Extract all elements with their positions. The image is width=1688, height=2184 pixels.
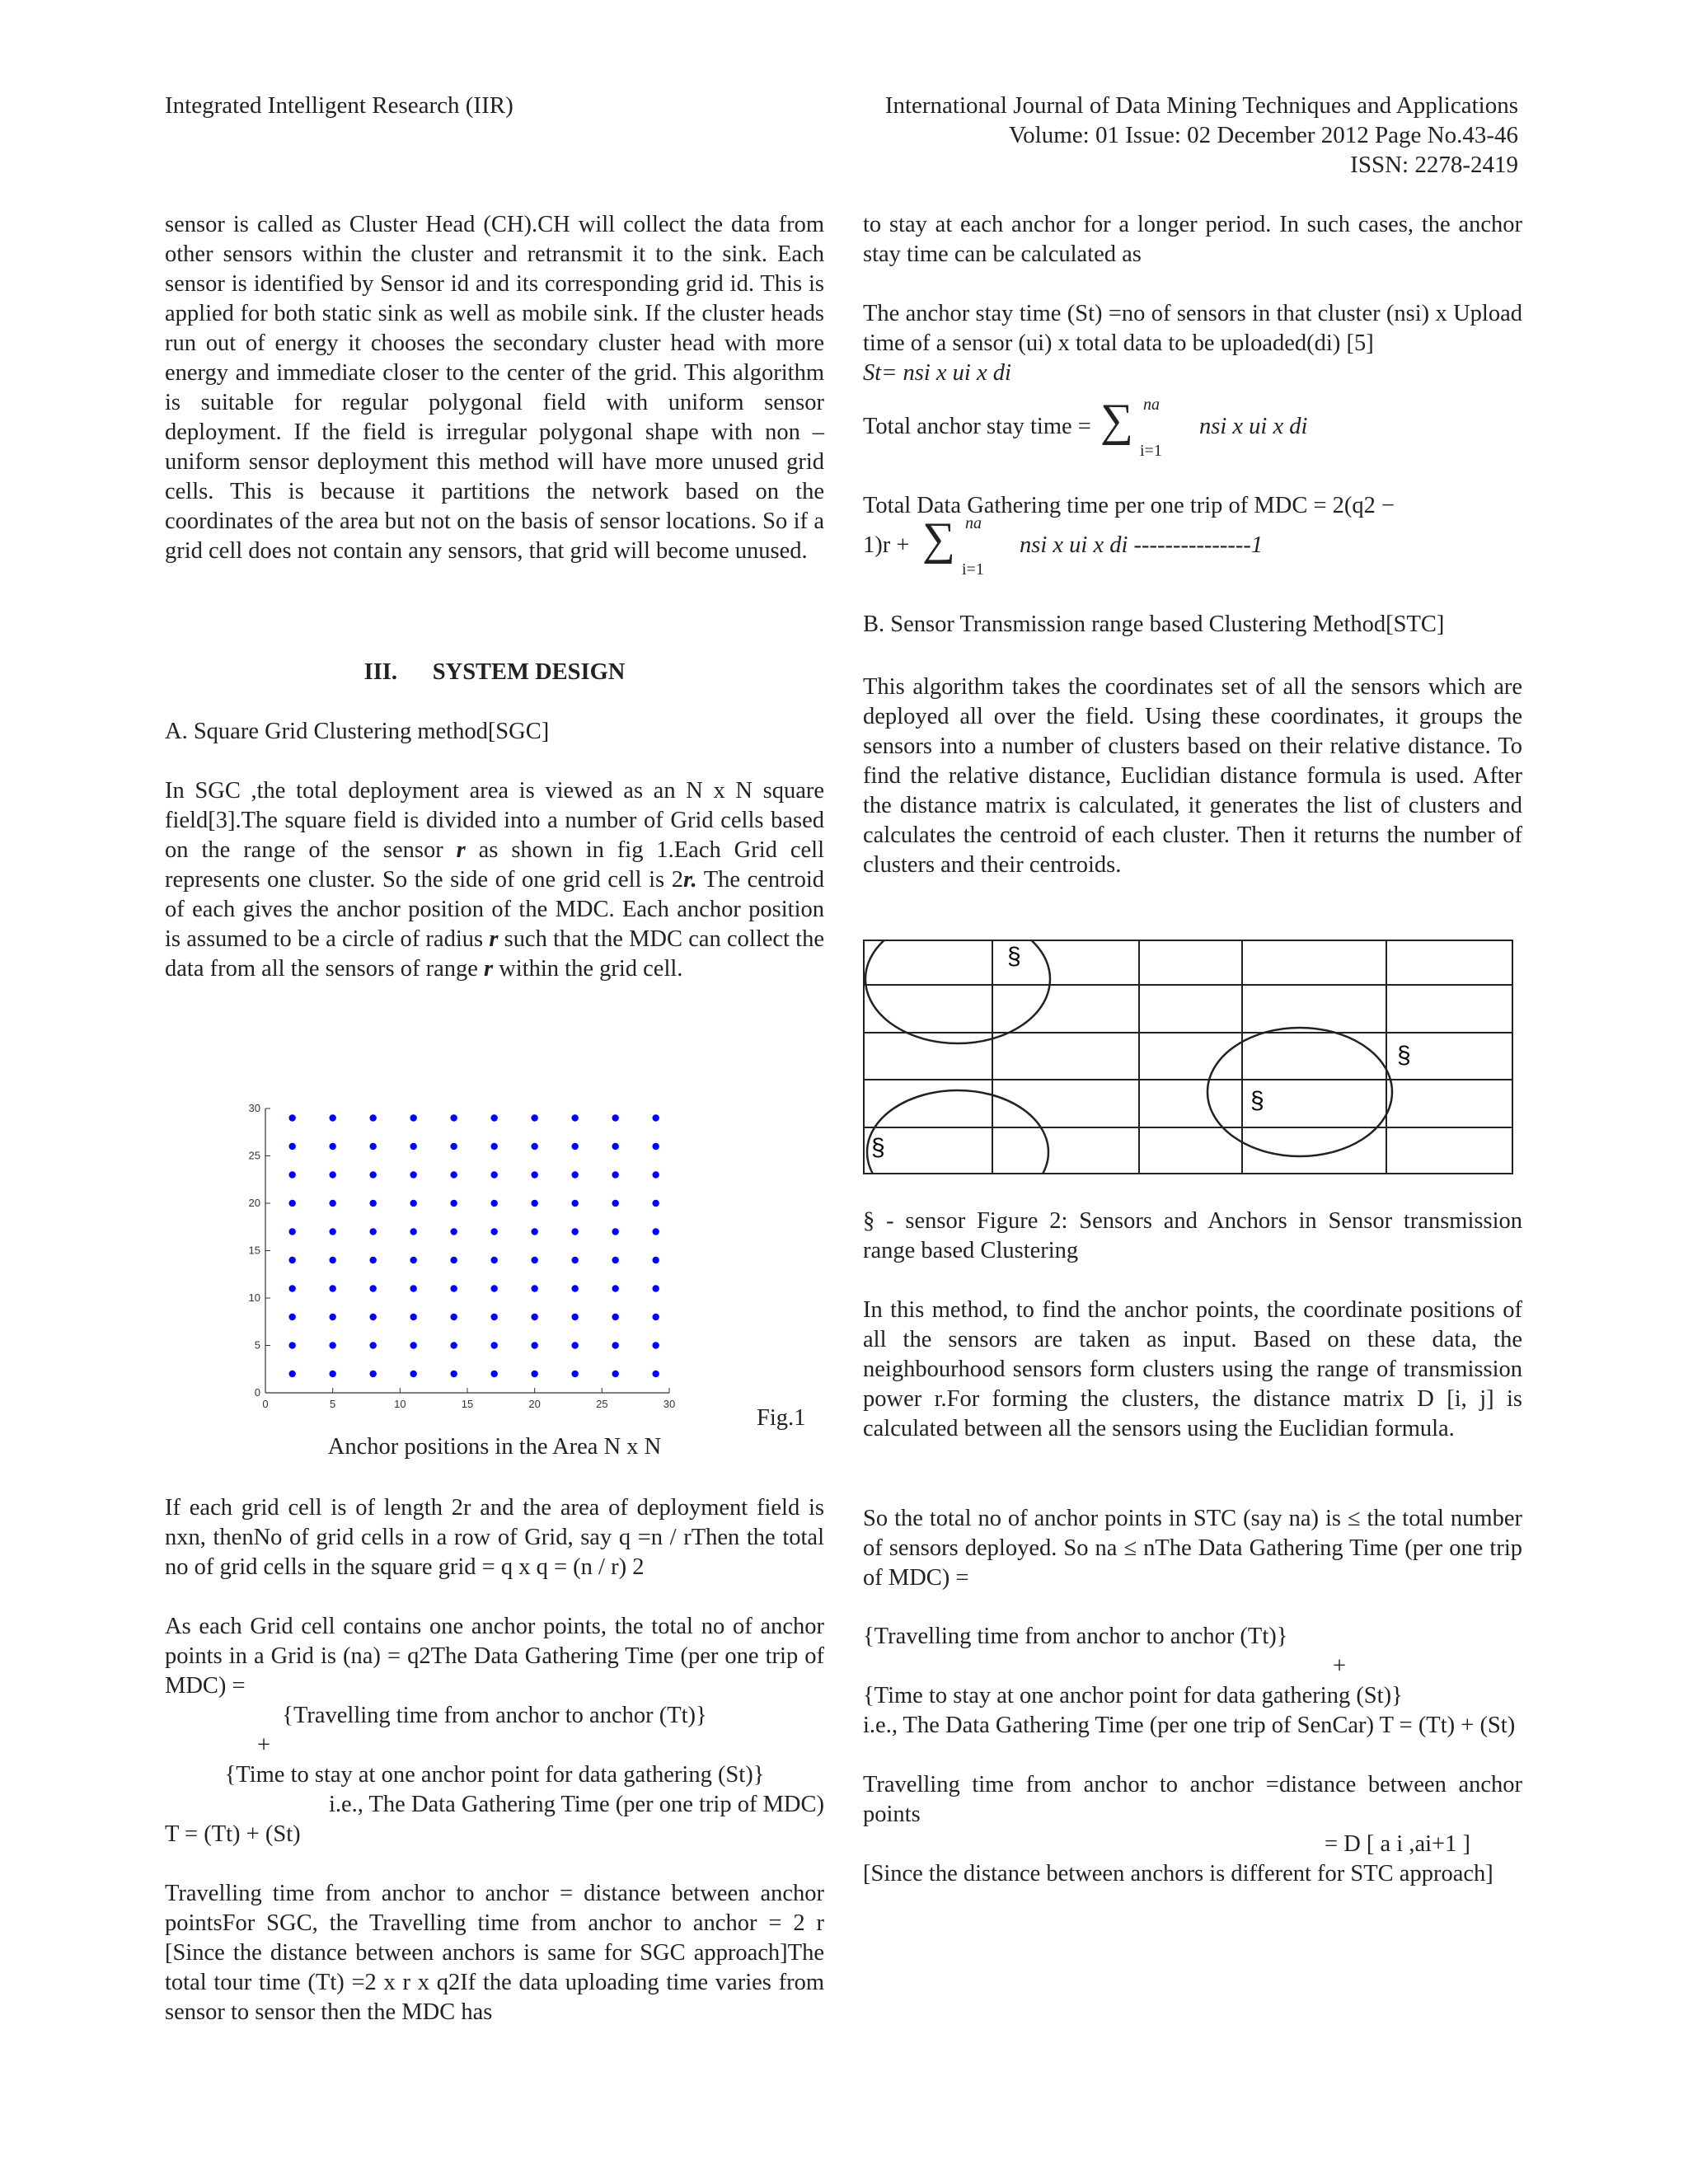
travel-time-line: {Travelling time from anchor to anchor (Tt)} — [282, 1703, 707, 1728]
anchor-point — [490, 1371, 497, 1377]
sensor-symbol: § — [871, 1134, 885, 1161]
anchor-point — [369, 1143, 376, 1150]
anchor-point — [369, 1342, 376, 1348]
anchor-point — [410, 1143, 416, 1150]
var-r: r — [489, 926, 499, 952]
journal-right-header — [808, 91, 1518, 180]
sensor-symbol: § — [1397, 1042, 1411, 1069]
x-tick-label: 15 — [461, 1398, 474, 1410]
anchor-point — [369, 1114, 376, 1121]
anchor-point — [329, 1171, 335, 1178]
anchor-point — [369, 1257, 376, 1263]
anchor-point — [531, 1257, 537, 1263]
plus-sign: + — [257, 1732, 271, 1758]
stay-time-line: {Time to stay at one anchor point for data gathering (St)} — [224, 1762, 765, 1788]
anchor-point — [450, 1114, 457, 1121]
cluster-circle — [867, 1090, 1048, 1174]
anchor-point — [490, 1285, 497, 1291]
anchor-point — [612, 1285, 618, 1291]
anchor-point — [410, 1114, 416, 1121]
anchor-point — [490, 1200, 497, 1207]
anchor-point — [571, 1228, 578, 1235]
anchor-point — [490, 1342, 497, 1348]
right-para-1: to stay at each anchor for a longer period. In such cases, the anchor stay time can be calculated as — [863, 212, 1522, 267]
anchor-point — [288, 1114, 295, 1121]
anchor-point — [288, 1342, 295, 1348]
anchor-point — [329, 1285, 335, 1291]
right-para-4: In this method, to find the anchor points, the coordinate positions of all the sensors are taken as input. Based on these data, the neighbourhood sensors form clusters using the range of transmission power r.For forming the clusters, the distance matrix D [i, j] is calculated between all the sensors using the Euclidian formula. — [863, 1297, 1522, 1441]
anchor-point — [612, 1228, 618, 1235]
anchor-point — [612, 1314, 618, 1320]
anchor-point — [652, 1228, 659, 1235]
y-tick-label: 0 — [254, 1386, 260, 1399]
anchor-point — [531, 1314, 537, 1320]
anchor-point — [369, 1200, 376, 1207]
para2-text-c: The centroid of each gives the anchor position of the MDC. Each anchor position is assumed to be a circle of radius — [165, 867, 825, 952]
subsection-a-title: A. Square Grid Clustering method[SGC] — [165, 719, 550, 744]
plus-sign-2: + — [1333, 1653, 1347, 1679]
var-r: r. — [682, 867, 697, 893]
journal-left-header: Integrated Intelligent Research (IIR) — [165, 92, 513, 119]
anchor-point — [410, 1171, 416, 1178]
left-para-2 — [165, 776, 824, 984]
para2-text-a: In SGC ,the total deployment area is viewed as an N x N square field[3].The square field is divided into a number of Grid cells based on the range of the sensor — [165, 778, 824, 863]
subsection-b-title: B. Sensor Transmission range based Clustering Method[STC] — [863, 612, 1445, 637]
anchor-point — [652, 1314, 659, 1320]
anchor-point — [369, 1285, 376, 1291]
ie-line: i.e., The Data Gathering Time (per one trip of MDC) — [328, 1792, 824, 1817]
anchor-point — [612, 1371, 618, 1377]
anchor-point — [531, 1200, 537, 1207]
t-equation: T = (Tt) + (St) — [165, 1821, 301, 1847]
anchor-point — [329, 1371, 335, 1377]
anchor-point — [288, 1285, 295, 1291]
y-tick-label: 5 — [254, 1338, 260, 1352]
para2-text-e: within the grid cell. — [493, 956, 683, 982]
sum-sigma-icon: ∑ — [922, 513, 955, 565]
anchor-point — [288, 1257, 295, 1263]
anchor-point — [329, 1228, 335, 1235]
anchor-point — [571, 1114, 578, 1121]
left-para-1: sensor is called as Cluster Head (CH).CH will collect the data from other sensors within the cluster and retransmit it to the sink. Each sensor is identified by Sensor id and its corresponding grid id. This is applied for both static sink as well as mobile sink. If the cluster heads run out of energy it chooses the secondary cluster head with more energy and immediate closer to the center of the grid. This algorithm is suitable for regular polygonal field with uniform sensor deployment. If the field is irregular polygonal shape with non – uniform sensor deployment this method will have more unused grid cells. This is because it partitions the network based on the coordinates of the area but not on the basis of sensor locations. So if a grid cell does not contain any sensors, that grid will become unused. — [165, 212, 824, 564]
anchor-point — [450, 1314, 457, 1320]
right-para-7: [Since the distance between anchors is different for STC approach] — [863, 1861, 1493, 1886]
sum-sigma-icon: ∑ — [1100, 395, 1133, 446]
anchor-point — [329, 1257, 335, 1263]
cluster-circle — [1207, 1028, 1392, 1156]
anchor-point — [410, 1200, 416, 1207]
anchor-point — [652, 1143, 659, 1150]
var-r: r — [484, 956, 494, 982]
ie-line-2: i.e., The Data Gathering Time (per one trip of SenCar) T = (Tt) + (St) — [863, 1713, 1516, 1738]
x-tick-label: 0 — [262, 1398, 269, 1410]
sensor-symbol: § — [1250, 1087, 1264, 1114]
anchor-point — [571, 1285, 578, 1291]
x-tick-label: 5 — [330, 1398, 336, 1410]
anchor-point — [410, 1371, 416, 1377]
var-r: r — [456, 837, 466, 863]
y-tick-label: 10 — [248, 1291, 260, 1304]
anchor-point — [571, 1200, 578, 1207]
total-stay-prefix: Total anchor stay time = — [863, 414, 1091, 439]
anchor-point — [571, 1257, 578, 1263]
anchor-point — [531, 1143, 537, 1150]
anchor-positions-chart — [239, 1096, 701, 1413]
anchor-point — [329, 1314, 335, 1320]
dg-line2b: nsi x ui x di ---------------1 — [1020, 532, 1264, 558]
section-title: III. SYSTEM DESIGN — [363, 659, 626, 685]
anchor-point — [531, 1342, 537, 1348]
anchor-point — [652, 1171, 659, 1178]
anchor-point — [410, 1257, 416, 1263]
anchor-point — [652, 1200, 659, 1207]
sensor-symbol: § — [1007, 943, 1021, 970]
y-tick-label: 15 — [248, 1244, 260, 1257]
anchor-point — [288, 1143, 295, 1150]
para2-text-d: such that the MDC can collect the data from all the sensors of range — [165, 926, 824, 982]
anchor-point — [329, 1114, 335, 1121]
anchor-point — [490, 1143, 497, 1150]
anchor-point — [652, 1114, 659, 1121]
anchor-point — [288, 1371, 295, 1377]
anchor-point — [369, 1314, 376, 1320]
right-para-2: The anchor stay time (St) =no of sensors in that cluster (nsi) x Upload time of a sensor (ui) x total data to be uploaded(di) [5] — [863, 301, 1522, 356]
anchor-point — [571, 1143, 578, 1150]
anchor-point — [490, 1171, 497, 1178]
anchor-point — [652, 1342, 659, 1348]
anchor-point — [450, 1285, 457, 1291]
stay-time-line-2: {Time to stay at one anchor point for data gathering (St)} — [863, 1683, 1403, 1708]
volume-line: Volume: 01 Issue: 02 December 2012 Page No.43-46 — [1008, 122, 1518, 148]
anchor-point — [490, 1114, 497, 1121]
anchor-point — [652, 1285, 659, 1291]
grid-border — [864, 940, 1512, 1174]
right-para-3: This algorithm takes the coordinates set of all the sensors which are deployed all over the field. Using these coordinates, it groups the sensors into a number of clusters based on their relative distance. To find the relative distance, Euclidian distance formula is used. After the distance matrix is calculated, it generates the list of clusters and calculates the centroid of each cluster. Then it returns the number of clusters and their centroids. — [863, 674, 1522, 878]
para2-text-b: as shown in fig 1.Each Grid cell represents one cluster. So the side of one grid cell is 2 — [165, 837, 824, 893]
left-para-3: If each grid cell is of length 2r and the area of deployment field is nxn, thenNo of grid cells in a row of Grid, say q =n / rThen the total no of grid cells in the square grid = q x q = (n / r) 2 — [165, 1495, 824, 1580]
anchor-point — [410, 1285, 416, 1291]
anchor-point — [288, 1314, 295, 1320]
anchor-point — [490, 1314, 497, 1320]
anchor-point — [612, 1342, 618, 1348]
anchor-point — [612, 1200, 618, 1207]
anchor-point — [288, 1171, 295, 1178]
anchor-point — [329, 1143, 335, 1150]
anchor-point — [612, 1257, 618, 1263]
anchor-point — [450, 1143, 457, 1150]
fig2-caption: § - sensor Figure 2: Sensors and Anchors in Sensor transmission range based Clustering — [863, 1208, 1522, 1263]
anchor-point — [612, 1171, 618, 1178]
anchor-point — [329, 1342, 335, 1348]
anchor-point — [490, 1257, 497, 1263]
x-tick-label: 25 — [596, 1398, 608, 1410]
y-tick-label: 25 — [248, 1149, 260, 1162]
anchor-point — [450, 1257, 457, 1263]
issn-line: ISSN: 2278-2419 — [1350, 152, 1518, 178]
anchor-point — [531, 1285, 537, 1291]
total-stay-body: nsi x ui x di — [1199, 414, 1308, 439]
anchor-point — [531, 1171, 537, 1178]
sum-upper: na — [1143, 396, 1160, 414]
anchor-point — [450, 1171, 457, 1178]
st-equation: St= nsi x ui x di — [863, 360, 1011, 386]
left-para-5: Travelling time from anchor to anchor = distance between anchor pointsFor SGC, the Travelling time from anchor to anchor = 2 r [Since the distance between anchors is same for SGC approach]The total tour time (Tt) =2 x r x q2If the data uploading time varies from sensor to sensor then the MDC has — [165, 1881, 824, 2025]
anchor-point — [531, 1114, 537, 1121]
anchor-point — [450, 1228, 457, 1235]
stc-cluster-figure — [863, 940, 1514, 1174]
fig1-caption: Anchor positions in the Area N x N — [327, 1434, 662, 1460]
anchor-point — [612, 1114, 618, 1121]
anchor-point — [369, 1371, 376, 1377]
right-para-6: Travelling time from anchor to anchor =distance between anchor points — [863, 1772, 1522, 1827]
sum-lower: i=1 — [1140, 442, 1162, 460]
anchor-point — [652, 1257, 659, 1263]
left-para-4: As each Grid cell contains one anchor points, the total no of anchor points in a Grid is (na) = q2The Data Gathering Time (per one trip of MDC) = — [165, 1614, 824, 1699]
total-stay-equation — [863, 394, 1522, 468]
cluster-circle — [865, 940, 1050, 1043]
journal-name: International Journal of Data Mining Techniques and Applications — [884, 92, 1518, 119]
anchor-point — [490, 1228, 497, 1235]
anchor-point — [288, 1200, 295, 1207]
sum-lower: i=1 — [962, 560, 984, 579]
anchor-point — [369, 1228, 376, 1235]
anchor-point — [410, 1228, 416, 1235]
anchor-point — [531, 1371, 537, 1377]
anchor-point — [288, 1228, 295, 1235]
anchor-point — [369, 1171, 376, 1178]
anchor-point — [450, 1371, 457, 1377]
y-tick-label: 30 — [248, 1102, 260, 1114]
x-tick-label: 10 — [394, 1398, 406, 1410]
data-gathering-equation — [863, 513, 1522, 587]
sum-upper: na — [965, 514, 982, 532]
anchor-point — [571, 1371, 578, 1377]
x-tick-label: 20 — [528, 1398, 541, 1410]
right-para-5: So the total no of anchor points in STC (say na) is ≤ the total number of sensors deployed. So na ≤ nThe Data Gathering Time (per one trip of MDC) = — [863, 1506, 1522, 1591]
distance-equation: = D [ a i ,ai+1 ] — [1325, 1831, 1470, 1857]
anchor-point — [571, 1314, 578, 1320]
anchor-point — [450, 1200, 457, 1207]
anchor-point — [410, 1314, 416, 1320]
y-tick-label: 20 — [248, 1197, 260, 1209]
anchor-point — [410, 1342, 416, 1348]
x-tick-label: 30 — [663, 1398, 676, 1410]
travel-time-line-2: {Travelling time from anchor to anchor (Tt)} — [863, 1624, 1288, 1649]
anchor-point — [329, 1200, 335, 1207]
data-gathering-line1: Total Data Gathering time per one trip of MDC = 2(q2 − — [863, 493, 1395, 518]
fig1-label: Fig.1 — [757, 1405, 806, 1431]
anchor-point — [531, 1228, 537, 1235]
dg-line2a: 1)r + — [863, 532, 910, 558]
anchor-point — [450, 1342, 457, 1348]
anchor-point — [612, 1143, 618, 1150]
anchor-point — [571, 1171, 578, 1178]
anchor-point — [571, 1342, 578, 1348]
anchor-point — [652, 1371, 659, 1377]
